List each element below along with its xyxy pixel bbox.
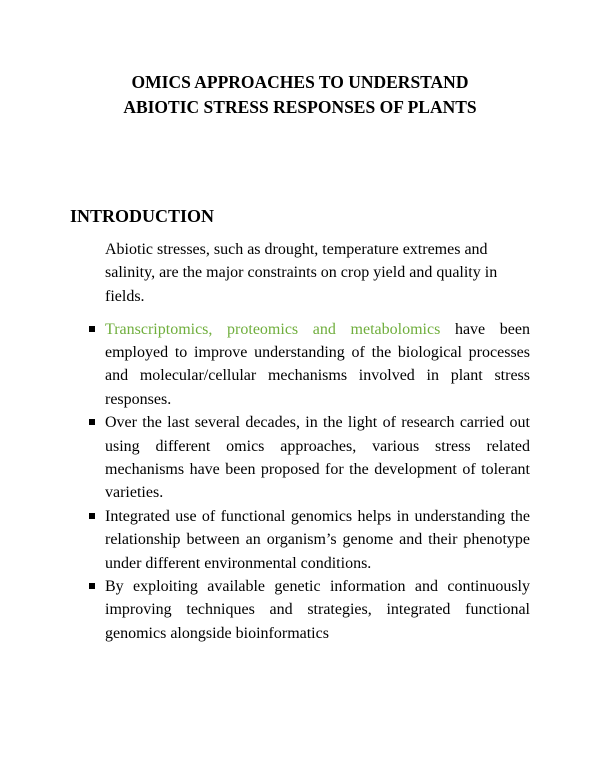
section-heading: INTRODUCTION <box>70 206 215 226</box>
bullet-body: By exploiting available genetic information and continuously improving techniques and strategies, integrated functional genomics alongside bioinformatics <box>105 577 530 642</box>
bullet-body: Over the last several decades, in the light of research carried out using different omics approaches, various stress related mechanisms have been proposed for the development of tolerant varieties. <box>105 414 530 502</box>
list-item <box>105 411 530 505</box>
title-line-2: ABIOTIC STRESS RESPONSES OF PLANTS <box>123 97 477 117</box>
title-line-1: OMICS APPROACHES TO UNDERSTAND <box>131 72 469 92</box>
square-bullet-icon <box>89 326 95 332</box>
list-item <box>105 505 530 575</box>
list-item <box>105 318 530 412</box>
bullet-body: Integrated use of functional genomics helps in understanding the relationship between an organism’s genome and their phenotype under different environmental conditions. <box>105 507 530 572</box>
square-bullet-icon <box>89 583 95 589</box>
bullet-list <box>0 318 600 646</box>
bullet-body: have been employed to improve understanding of the biological processes and molecular/cellular mechanisms involved in plant stress responses. <box>105 320 531 408</box>
page-title <box>60 70 540 120</box>
highlighted-terms: Transcriptomics, proteomics and metabolomics <box>105 320 441 338</box>
square-bullet-icon <box>89 513 95 519</box>
bullet-text <box>105 318 530 412</box>
square-bullet-icon <box>89 419 95 425</box>
intro-paragraph: Abiotic stresses, such as drought, temperature extremes and salinity, are the major constraints on crop yield and quality in fields. <box>105 241 498 305</box>
list-item <box>105 575 530 645</box>
